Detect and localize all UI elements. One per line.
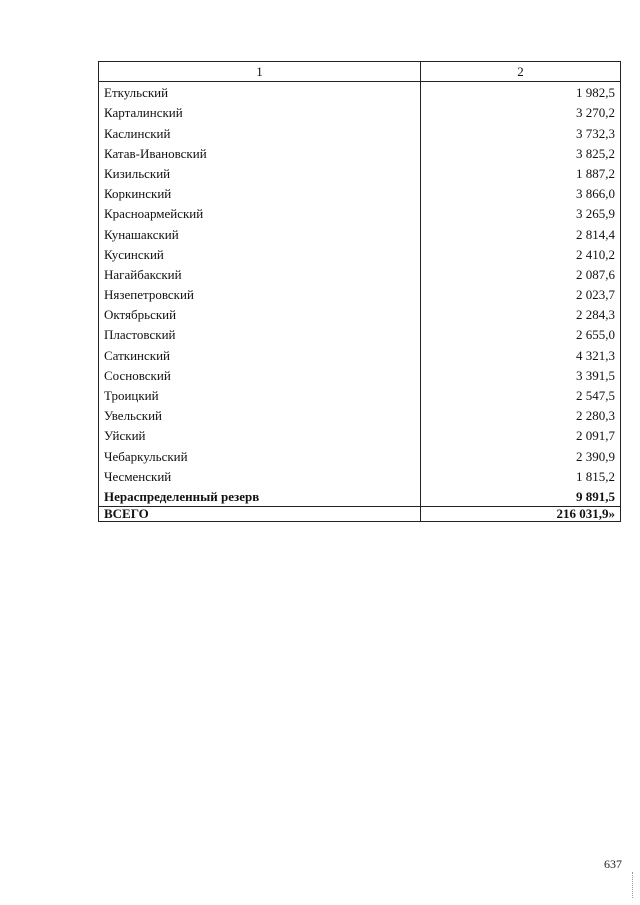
table-row — [99, 143, 621, 163]
scan-margin-mark — [632, 872, 634, 898]
district-name: Красноармейский — [99, 203, 421, 223]
reserve-value: 9 891,5 — [421, 486, 621, 507]
district-value: 2 655,0 — [421, 324, 621, 344]
district-value: 3 732,3 — [421, 122, 621, 142]
district-name: Чесменский — [99, 466, 421, 486]
district-value: 1 815,2 — [421, 466, 621, 486]
table-row — [99, 183, 621, 203]
district-name: Нязепетровский — [99, 284, 421, 304]
district-name: Кусинский — [99, 244, 421, 264]
table-row — [99, 425, 621, 445]
total-label: ВСЕГО — [99, 506, 421, 521]
district-name: Пластовский — [99, 324, 421, 344]
page-number: 637 — [604, 857, 622, 871]
district-value: 2 390,9 — [421, 445, 621, 465]
table-row — [99, 223, 621, 243]
district-value: 3 866,0 — [421, 183, 621, 203]
column-header-1: 1 — [99, 62, 421, 82]
district-name: Коркинский — [99, 183, 421, 203]
table-row — [99, 466, 621, 486]
district-name: Нагайбакский — [99, 264, 421, 284]
district-name: Чебаркульский — [99, 445, 421, 465]
table-row — [99, 405, 621, 425]
table-row — [99, 203, 621, 223]
table-row — [99, 304, 621, 324]
table-row — [99, 122, 621, 142]
table-header-row — [99, 62, 621, 82]
district-name: Кизильский — [99, 163, 421, 183]
table-row — [99, 445, 621, 465]
data-table — [98, 61, 621, 522]
district-name: Октябрьский — [99, 304, 421, 324]
district-value: 2 023,7 — [421, 284, 621, 304]
district-value: 2 547,5 — [421, 385, 621, 405]
district-name: Карталинский — [99, 102, 421, 122]
district-value: 2 284,3 — [421, 304, 621, 324]
table-row — [99, 82, 621, 103]
district-name: Уйский — [99, 425, 421, 445]
reserve-row — [99, 486, 621, 507]
district-value: 3 391,5 — [421, 365, 621, 385]
reserve-label: Нераспределенный резерв — [99, 486, 421, 507]
table-row — [99, 264, 621, 284]
table-row — [99, 163, 621, 183]
table-row — [99, 244, 621, 264]
district-name: Саткинский — [99, 344, 421, 364]
table-row — [99, 102, 621, 122]
table-row — [99, 344, 621, 364]
district-value: 2 814,4 — [421, 223, 621, 243]
table-row — [99, 385, 621, 405]
district-value: 1 982,5 — [421, 82, 621, 103]
district-value: 2 410,2 — [421, 244, 621, 264]
table-row — [99, 284, 621, 304]
table-row — [99, 365, 621, 385]
district-name: Сосновский — [99, 365, 421, 385]
district-name: Катав-Ивановский — [99, 143, 421, 163]
district-name: Троицкий — [99, 385, 421, 405]
district-value: 3 270,2 — [421, 102, 621, 122]
district-value: 3 265,9 — [421, 203, 621, 223]
district-name: Кунашакский — [99, 223, 421, 243]
district-value: 1 887,2 — [421, 163, 621, 183]
district-value: 4 321,3 — [421, 344, 621, 364]
total-row — [99, 506, 621, 521]
district-name: Каслинский — [99, 122, 421, 142]
total-value: 216 031,9» — [421, 506, 621, 521]
district-name: Еткульский — [99, 82, 421, 103]
district-value: 2 087,6 — [421, 264, 621, 284]
table-row — [99, 324, 621, 344]
district-value: 2 091,7 — [421, 425, 621, 445]
column-header-2: 2 — [421, 62, 621, 82]
district-value: 3 825,2 — [421, 143, 621, 163]
district-name: Увельский — [99, 405, 421, 425]
district-value: 2 280,3 — [421, 405, 621, 425]
